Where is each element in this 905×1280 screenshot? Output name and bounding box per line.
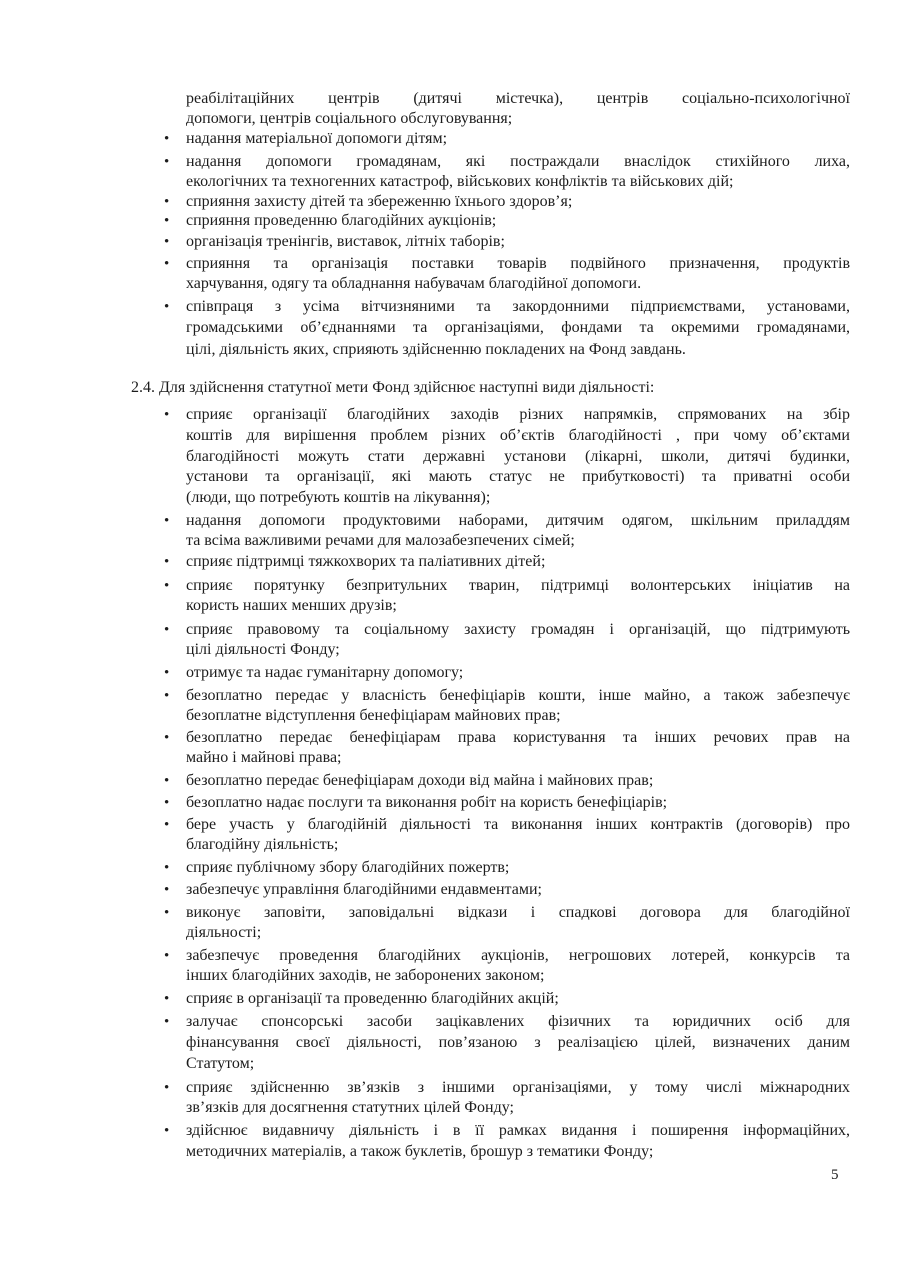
text-line: сприяє здійсненню зв’язків з іншими організаціями, у тому числі міжнародних xyxy=(186,1079,850,1096)
text-line: сприяє підтримці тяжкохворих та паліативних дітей; xyxy=(186,553,546,570)
text-line: надання допомоги продуктовими наборами, дитячим одягом, шкільним приладдям xyxy=(186,512,850,529)
bullet-icon: • xyxy=(164,991,170,1007)
page-number: 5 xyxy=(831,1167,839,1183)
text-line: сприяє організації благодійних заходів різних напрямків, спрямованих на збір xyxy=(186,406,850,423)
bullet-icon: • xyxy=(164,407,170,423)
text-line: сприяє порятунку безпритульних тварин, підтримці волонтерських ініціатив на xyxy=(186,577,850,594)
bullet-icon: • xyxy=(164,795,170,811)
text-line: цілі діяльності Фонду; xyxy=(186,641,340,658)
text-line: безоплатно надає послуги та виконання робіт на користь бенефіціарів; xyxy=(186,794,668,811)
text-line: організація тренінгів, виставок, літніх таборів; xyxy=(186,233,505,250)
section-heading: 2.4. Для здійснення статутної мети Фонд здійснює наступні види діяльності: xyxy=(131,379,655,396)
text-line: інших благодійних заходів, не заборонених законом; xyxy=(186,967,545,984)
text-line: екологічних та техногенних катастроф, військових конфліктів та військових дій; xyxy=(186,173,734,190)
text-line: благодійності можуть стати державні установи (лікарні, школи, дитячі будинки, xyxy=(186,448,850,465)
text-line: коштів для вирішення проблем різних об’єктів благодійності , при чому об’єктами xyxy=(186,427,850,444)
bullet-icon: • xyxy=(164,1014,170,1030)
text-line: забезпечує управління благодійними ендавментами; xyxy=(186,881,542,898)
bullet-icon: • xyxy=(164,817,170,833)
bullet-icon: • xyxy=(164,1123,170,1139)
text-line: реабілітаційних центрів (дитячі містечка), центрів соціально-психологічної xyxy=(186,90,850,107)
bullet-icon: • xyxy=(164,256,170,272)
bullet-icon: • xyxy=(164,860,170,876)
text-line: сприяння та організація поставки товарів подвійного призначення, продуктів xyxy=(186,255,850,272)
text-line: виконує заповіти, заповідальні відкази і спадкові договора для благодійної xyxy=(186,904,850,921)
bullet-icon: • xyxy=(164,948,170,964)
bullet-icon: • xyxy=(164,1080,170,1096)
bullet-icon: • xyxy=(164,665,170,681)
text-line: майно і майнові права; xyxy=(186,749,342,766)
text-line: здійснює видавничу діяльність і в її рамках видання і поширення інформаційних, xyxy=(186,1122,850,1139)
text-line: цілі, діяльність яких, сприяють здійсненню покладених на Фонд завдань. xyxy=(186,341,686,358)
bullet-icon: • xyxy=(164,688,170,704)
bullet-icon: • xyxy=(164,730,170,746)
text-line: допомоги, центрів соціального обслуговування; xyxy=(186,110,513,127)
bullet-icon: • xyxy=(164,131,170,147)
text-line: безоплатно передає бенефіціарам права користування та інших речових прав на xyxy=(186,729,850,746)
bullet-icon: • xyxy=(164,234,170,250)
bullet-icon: • xyxy=(164,513,170,529)
text-line: отримує та надає гуманітарну допомогу; xyxy=(186,664,464,681)
bullet-icon: • xyxy=(164,213,170,229)
text-line: методичних матеріалів, а також буклетів, брошур з тематики Фонду; xyxy=(186,1143,654,1160)
bullet-icon: • xyxy=(164,154,170,170)
text-line: громадськими об’єднаннями та організаціями, фондами та окремими громадянами, xyxy=(186,319,850,336)
text-line: зв’язків для досягнення статутних цілей Фонду; xyxy=(186,1099,514,1116)
text-line: сприяє в організації та проведенню благодійних акцій; xyxy=(186,990,559,1007)
text-line: сприяє правовому та соціальному захисту громадян і організацій, що підтримують xyxy=(186,621,850,638)
bullet-icon: • xyxy=(164,554,170,570)
bullet-icon: • xyxy=(164,578,170,594)
text-line: Статутом; xyxy=(186,1055,255,1072)
text-line: (люди, що потребують коштів на лікування); xyxy=(186,489,491,506)
text-line: залучає спонсорські засоби зацікавлених фізичних та юридичних осіб для xyxy=(186,1013,850,1030)
text-line: бере участь у благодійній діяльності та виконання інших контрактів (договорів) про xyxy=(186,816,850,833)
text-line: сприяння проведенню благодійних аукціонів; xyxy=(186,212,497,229)
text-line: безоплатне відступлення бенефіціарам майнових прав; xyxy=(186,707,561,724)
text-line: сприяння захисту дітей та збереженню їхнього здоров’я; xyxy=(186,193,573,210)
text-line: користь наших менших друзів; xyxy=(186,597,397,614)
bullet-icon: • xyxy=(164,622,170,638)
bullet-icon: • xyxy=(164,773,170,789)
text-line: надання допомоги громадянам, які постраждали внаслідок стихійного лиха, xyxy=(186,153,850,170)
text-line: безоплатно передає у власність бенефіціарів кошти, інше майно, а також забезпечує xyxy=(186,687,850,704)
bullet-icon: • xyxy=(164,194,170,210)
text-line: діяльності; xyxy=(186,924,262,941)
text-line: харчування, одягу та обладнання набувачам благодійної допомоги. xyxy=(186,275,642,292)
text-line: сприяє публічному збору благодійних пожертв; xyxy=(186,859,510,876)
text-line: благодійну діяльність; xyxy=(186,836,339,853)
bullet-icon: • xyxy=(164,882,170,898)
text-line: забезпечує проведення благодійних аукціонів, негрошових лотерей, конкурсів та xyxy=(186,947,850,964)
text-line: співпраця з усіма вітчизняними та закордонними підприємствами, установами, xyxy=(186,298,850,315)
text-line: надання матеріальної допомоги дітям; xyxy=(186,130,448,147)
bullet-icon: • xyxy=(164,905,170,921)
text-line: безоплатно передає бенефіціарам доходи від майна і майнових прав; xyxy=(186,772,654,789)
text-line: установи та організації, які мають статус не прибутковості) та приватні особи xyxy=(186,468,850,485)
text-line: та всіма важливими речами для малозабезпечених сімей; xyxy=(186,532,575,549)
bullet-icon: • xyxy=(164,299,170,315)
text-line: фінансування своєї діяльності, пов’язаною з реалізацією цілей, визначених даним xyxy=(186,1034,850,1051)
